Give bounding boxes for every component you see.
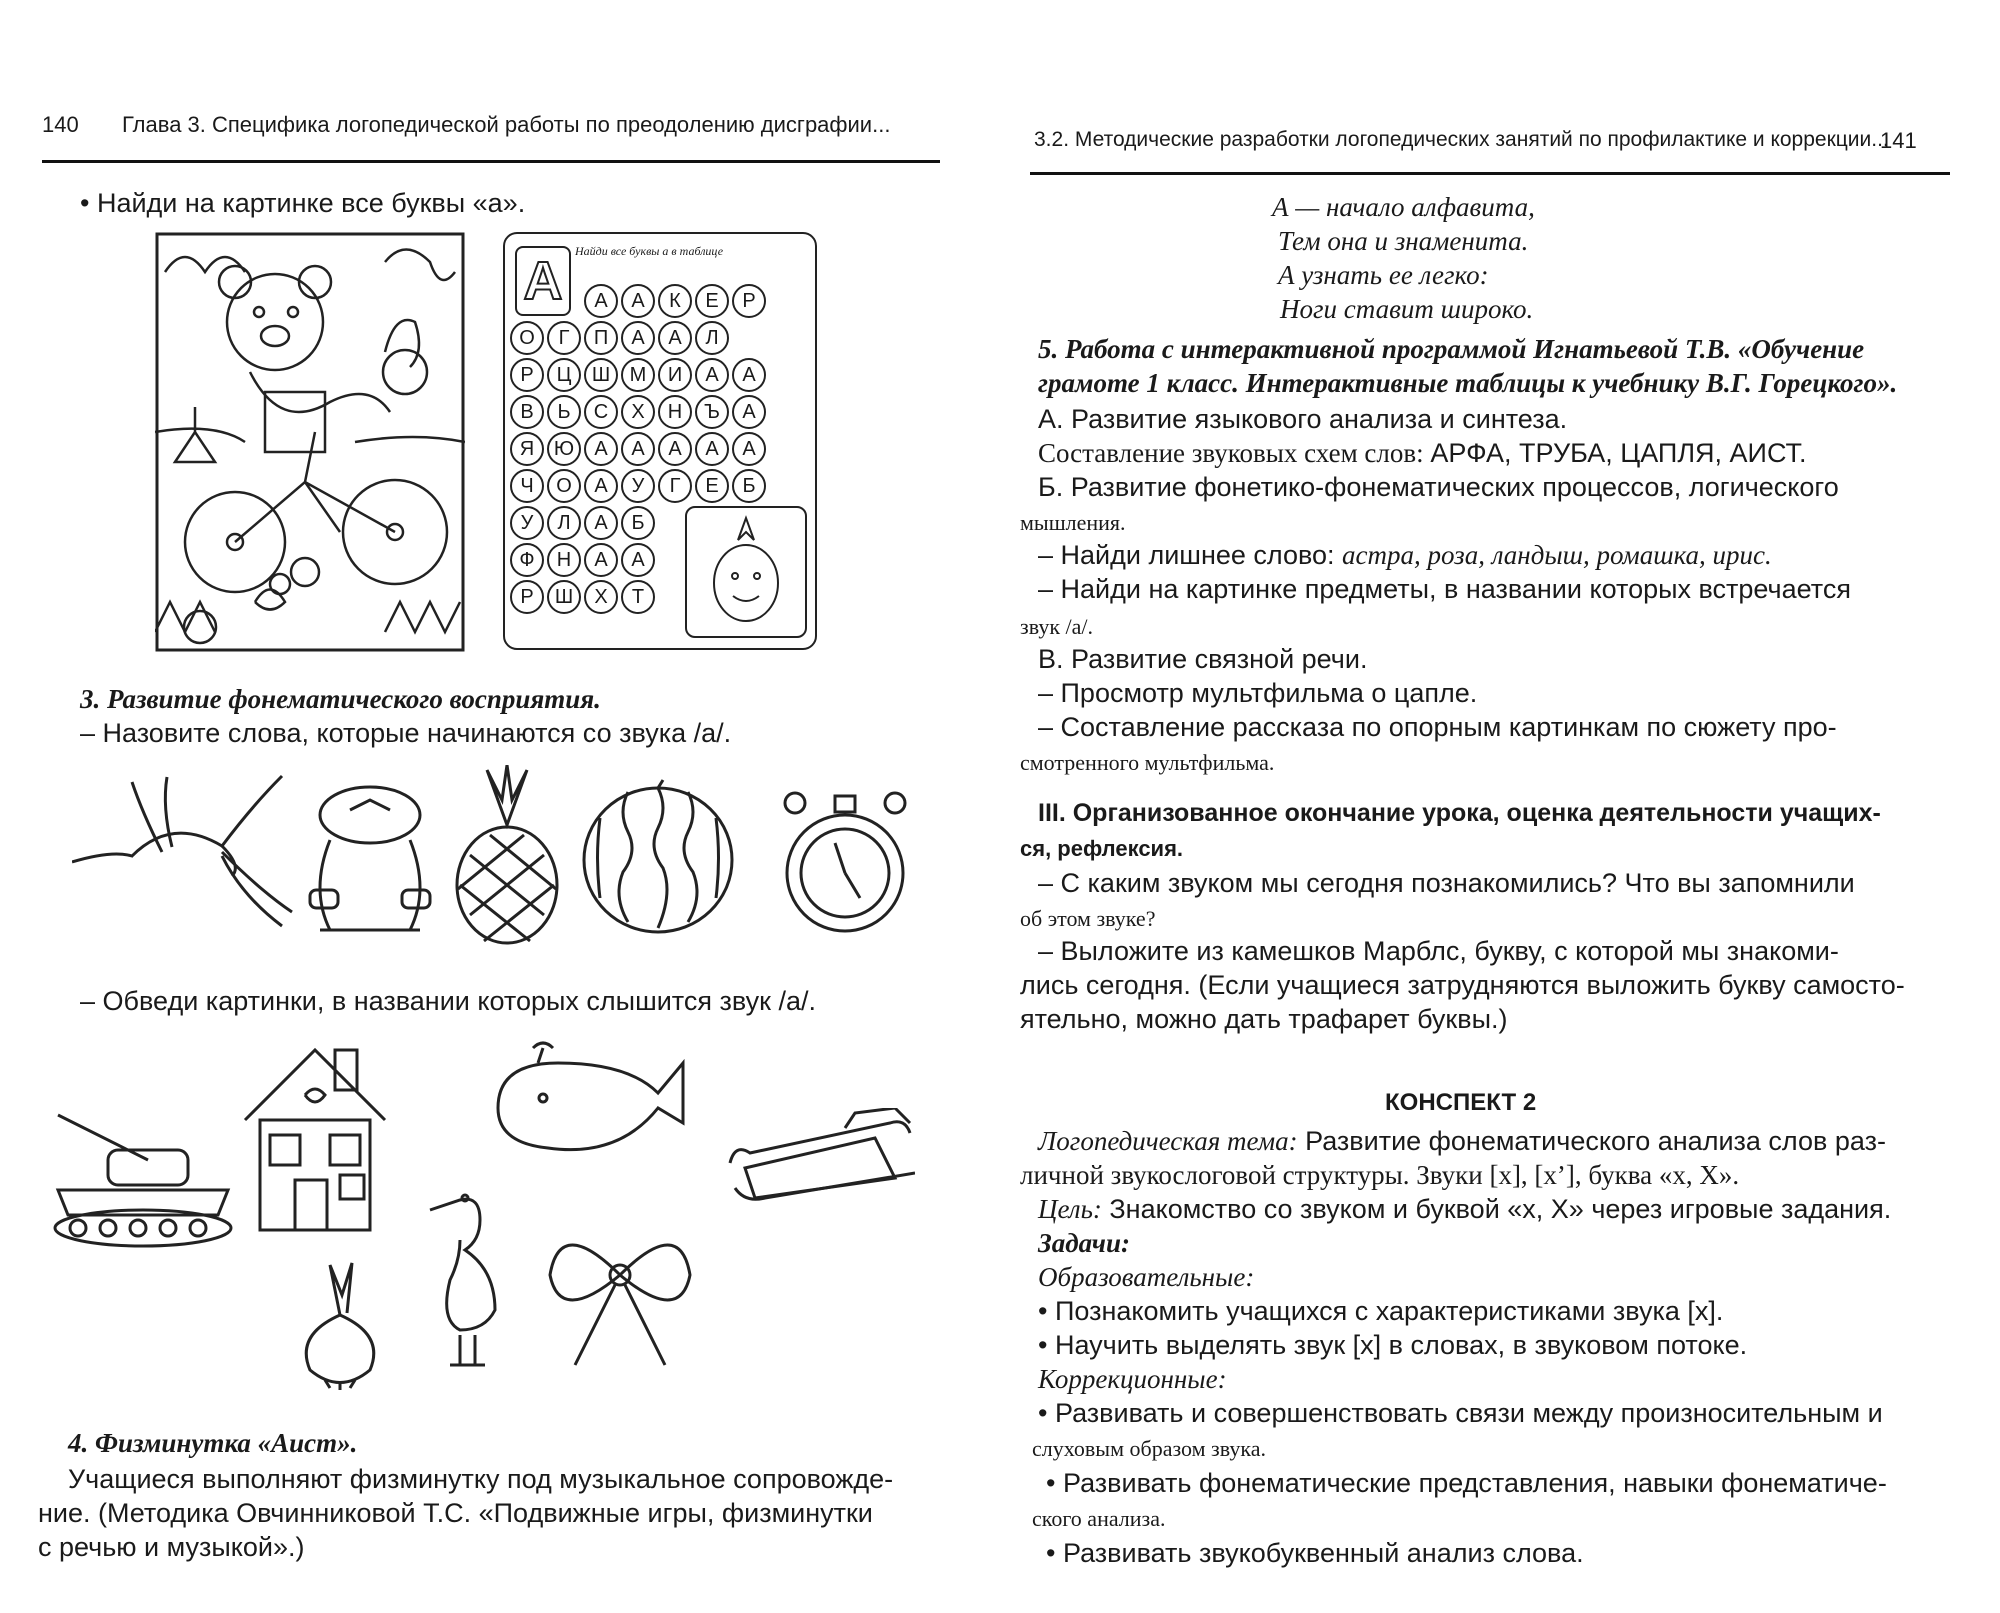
edu-item-2: • Научить выделять звук [х] в словах, в звуковом потоке. (1038, 1330, 1748, 1360)
letter-cell: Я (510, 432, 544, 466)
bow-icon (545, 1220, 695, 1370)
section4-line-1: Учащиеся выполняют физминутку под музыкальное сопровожде- (68, 1464, 894, 1494)
onion-icon (295, 1260, 385, 1390)
edu-item-1: • Познакомить учащихся с характеристиками звука [х]. (1038, 1296, 1724, 1326)
iii-line-2: ся, рефлексия. (1020, 836, 1184, 861)
letter-cell: И (658, 358, 692, 392)
pineapple-icon (450, 765, 565, 945)
letter-cell: Р (510, 580, 544, 614)
corr-item-2-line-1: • Развивать фонематические представления, навыки фонематиче- (1046, 1468, 1887, 1498)
right-page (1000, 0, 2000, 1613)
a-line: А. Развитие языкового анализа и синтеза. (1038, 404, 1568, 434)
letter-cell: Г (547, 321, 581, 355)
corr-item-1-line-1: • Развивать и совершенствовать связи между произносительным и (1038, 1398, 1883, 1428)
letter-cell: Ъ (695, 395, 729, 429)
letter-cell: О (510, 321, 544, 355)
letter-cell: Г (658, 469, 692, 503)
letter-cell: А (695, 432, 729, 466)
letter-cell: Н (658, 395, 692, 429)
letter-cell: А (621, 284, 655, 318)
b-line-1: Б. Развитие фонетико-фонематических процессов, логического (1038, 472, 1839, 502)
header-rule-left (42, 160, 940, 163)
iii-line-1: III. Организованное окончание урока, оценка деятельности учащих- (1038, 799, 1881, 827)
pineapple-panel (685, 506, 807, 638)
find-objects-line-1: – Найди на картинке предметы, в названии которых встречается (1038, 574, 1851, 604)
tasks-label: Задачи: (1038, 1228, 1130, 1258)
poem-line-1: А — начало алфавита, (1272, 192, 1535, 222)
task-circle-pictures: – Обведи картинки, в названии которых слышится звук /а/. (80, 986, 816, 1016)
section4-line-2: ние. (Методика Овчинниковой Т.С. «Подвижные игры, физминутки (38, 1498, 873, 1528)
odd-word-prefix: – Найди лишнее слово: (1038, 540, 1343, 570)
letter-cell: Ч (510, 469, 544, 503)
letter-cell: Ц (547, 358, 581, 392)
letter-cell: А (732, 395, 766, 429)
item5-line-1: 5. Работа с интерактивной программой Игнатьевой Т.В. «Обучение (1038, 334, 1865, 364)
a-sub-line (1038, 436, 1807, 470)
running-head-right: 3.2. Методические разработки логопедических занятий по профилактике и коррекции... (1034, 128, 1889, 151)
item5-line-2: грамоте 1 класс. Интерактивные таблицы к учебнику В.Г. Горецкого». (1038, 368, 1898, 398)
q2-line-2: лись сегодня. (Если учащиеся затрудняются выложить букву самосто- (1020, 970, 1905, 1000)
tank-icon (48, 1110, 238, 1250)
letter-cell: П (584, 321, 618, 355)
section3-heading: 3. Развитие фонематического восприятия. (80, 684, 601, 714)
section4-line-3: с речью и музыкой».) (38, 1532, 305, 1562)
konspekt-title: КОНСПЕКТ 2 (1385, 1089, 1537, 1116)
topic-text: Развитие фонематического анализа слов раз- (1297, 1126, 1886, 1156)
b-line-2: мышления. (1020, 510, 1126, 535)
letter-cell: Е (695, 284, 729, 318)
pineapple-face-icon (687, 508, 805, 636)
letter-cell: Т (621, 580, 655, 614)
letter-cell: А (621, 543, 655, 577)
letter-cell: А (584, 543, 618, 577)
topic-line-2: личной звукослоговой структуры. Звуки [х], [х’], буква «х, Х». (1020, 1160, 1740, 1190)
header-rule-right (1030, 172, 1950, 175)
watermelon-icon (578, 778, 738, 938)
letter-cell: Ф (510, 543, 544, 577)
letter-cell: Л (695, 321, 729, 355)
letter-cell: Х (621, 395, 655, 429)
q2-line-1: – Выложите из камешков Марблс, букву, с которой мы знакоми- (1038, 936, 1839, 966)
whale-icon (488, 1038, 693, 1158)
stork-standing-icon (420, 1170, 510, 1370)
letter-cell: Н (547, 543, 581, 577)
running-head-left: Глава 3. Специфика логопедической работы по преодолению дисграфии... (122, 112, 891, 137)
letter-cell: Е (695, 469, 729, 503)
letter-cell: А (695, 358, 729, 392)
bear-on-bicycle-picture (155, 232, 465, 652)
letter-cell: Х (584, 580, 618, 614)
letter-cell: А (621, 321, 655, 355)
cartoon-line: – Просмотр мультфильма о цапле. (1038, 678, 1478, 708)
v-line: В. Развитие связной речи. (1038, 644, 1368, 674)
letter-cell: Л (547, 506, 581, 540)
letter-cell: М (621, 358, 655, 392)
house-icon (240, 1040, 390, 1240)
poem-line-4: Ноги ставит широко. (1280, 294, 1534, 324)
alarm-clock-icon (780, 778, 910, 938)
sled-icon (725, 1108, 915, 1208)
a-sub-words: АРФА, ТРУБА, ЦАПЛЯ, АИСТ. (1430, 438, 1807, 468)
letter-cell: А (584, 432, 618, 466)
letter-cell: А (732, 432, 766, 466)
corr-item-1-line-2: слуховым образом звука. (1032, 1436, 1266, 1461)
goal-line (1038, 1192, 1891, 1226)
story-line-2: смотренного мультфильма. (1020, 750, 1275, 775)
poster-title: Найди все буквы а в таблице (575, 244, 724, 258)
letter-cell: А (584, 284, 618, 318)
letter-cell: Ю (547, 432, 581, 466)
goal-label: Цель: (1038, 1194, 1102, 1224)
page-number-left: 140 (42, 112, 79, 137)
corr-item-3: • Развивать звукобуквенный анализ слова. (1046, 1538, 1584, 1568)
left-page (0, 0, 990, 1613)
find-objects-line-2: звук /а/. (1020, 614, 1094, 639)
poem-line-3: А узнать ее легко: (1278, 260, 1489, 290)
educational-label: Образовательные: (1038, 1262, 1255, 1292)
letter-cell: А (658, 432, 692, 466)
letter-cell: Р (510, 358, 544, 392)
correctional-label: Коррекционные: (1038, 1364, 1227, 1394)
letter-cell: А (584, 469, 618, 503)
letter-cell: Б (732, 469, 766, 503)
poem-line-2: Тем она и знаменита. (1278, 226, 1529, 256)
section3-task: – Назовите слова, которые начинаются со звука /а/. (80, 718, 732, 748)
letter-cell: А (584, 506, 618, 540)
poster-big-letter: А (515, 246, 571, 316)
goal-text: Знакомство со звуком и буквой «х, Х» через игровые задания. (1101, 1194, 1892, 1224)
scales-icon (300, 780, 440, 950)
topic-line-1 (1038, 1124, 1886, 1158)
letter-cell: С (584, 395, 618, 429)
page-number-right: 141 (1880, 128, 1917, 153)
letter-cell: У (510, 506, 544, 540)
letter-cell: Ь (547, 395, 581, 429)
corr-item-2-line-2: ского анализа. (1032, 1506, 1166, 1531)
letter-cell: А (658, 321, 692, 355)
stork-icon (72, 772, 302, 942)
q2-line-3: ятельно, можно дать трафарет буквы.) (1020, 1004, 1508, 1034)
letter-cell: Ш (584, 358, 618, 392)
letter-cell: Ш (547, 580, 581, 614)
letter-cell: К (658, 284, 692, 318)
letter-cell: А (621, 432, 655, 466)
a-sub-prefix: Составление звуковых схем слов: (1038, 438, 1431, 468)
q1-line-1: – С каким звуком мы сегодня познакомились? Что вы запомнили (1038, 868, 1855, 898)
odd-word-line (1038, 538, 1772, 572)
letter-cell: В (510, 395, 544, 429)
letter-cell: Б (621, 506, 655, 540)
letter-cell: Р (732, 284, 766, 318)
letter-cell: У (621, 469, 655, 503)
task-find-letter: • Найди на картинке все буквы «а». (80, 188, 526, 218)
topic-label: Логопедическая тема: (1038, 1126, 1298, 1156)
story-line-1: – Составление рассказа по опорным картинкам по сюжету про- (1038, 712, 1837, 742)
odd-word-list: астра, роза, ландыш, ромашка, ирис. (1342, 540, 1772, 570)
letter-cell: О (547, 469, 581, 503)
section4-heading: 4. Физминутка «Аист». (68, 1428, 358, 1458)
letter-cell: А (732, 358, 766, 392)
q1-line-2: об этом звуке? (1020, 906, 1156, 931)
